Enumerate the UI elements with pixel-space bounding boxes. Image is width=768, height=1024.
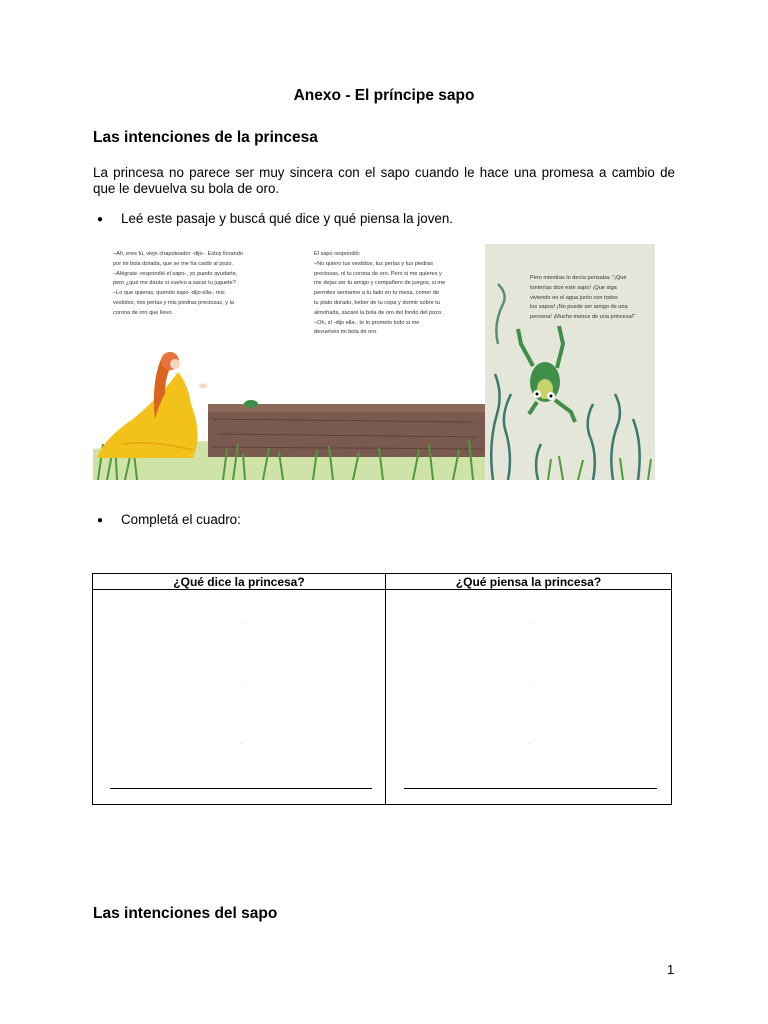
well-wall bbox=[208, 407, 485, 457]
bullet-icon: ● bbox=[97, 214, 104, 225]
page-number: 1 bbox=[667, 962, 675, 977]
story-illustration bbox=[93, 244, 655, 480]
princess-dress bbox=[97, 372, 198, 458]
answer-line-says[interactable] bbox=[110, 788, 372, 789]
bullet-item-complete bbox=[97, 512, 241, 529]
princess-face bbox=[170, 359, 180, 369]
table-header-thinks: ¿Qué piensa la princesa? bbox=[455, 575, 602, 589]
answer-line-thinks[interactable] bbox=[404, 788, 657, 789]
bullet-icon: ● bbox=[97, 515, 104, 526]
table-header-says: ¿Qué dice la princesa? bbox=[173, 575, 305, 589]
document-title: Anexo - El príncipe sapo bbox=[293, 87, 475, 104]
bullet-text: Leé este pasaje y buscá qué dice y qué piensa la joven. bbox=[121, 211, 454, 226]
answer-table bbox=[92, 573, 672, 805]
frog-on-wall bbox=[244, 400, 258, 408]
story-text-left: –Ah, eres tú, viejo chapoteador -dijo-. Estoy llorando por mi bola dorada, que se me ha caído al pozo. –Alégrate -respondió el sapo-, yo puedo ayudarte, pero ¿qué me darás si vuelvo a sacar tu juguete? –Lo que quieras, querido sapo -dijo ella-, mis vestidos, mis perlas y mis piedras preciosas, y la corona de oro que llevo. bbox=[113, 251, 243, 316]
intro-paragraph: La princesa no parece ser muy sincera con el sapo cuando le hace una promesa a cambio de que le devuelva su bola de oro. bbox=[93, 165, 675, 196]
table-column-divider bbox=[385, 574, 386, 804]
bullet-text: Completá el cuadro: bbox=[121, 512, 241, 527]
section-heading-frog: Las intenciones del sapo bbox=[93, 905, 278, 922]
bullet-item-read bbox=[97, 211, 453, 228]
story-text-right: Pero mientras lo decía pensaba: "¡Qué tonterías dice este sapo! ¡Que siga viviendo en el agua junto con todos los sapos! ¡No puede ser amigo de una persona! ¡Mucho menos de una princesa!" bbox=[530, 275, 636, 321]
table-header-line bbox=[93, 589, 671, 590]
section-heading-princess: Las intenciones de la princesa bbox=[93, 129, 318, 146]
story-text-middle: El sapo respondió: –No quiero tus vestidos, tus perlas y tus piedras preciosas, ni tu corona de oro. Pero si me quieres y me dejas ser tu amigo y compañero de juegos, si me permites sentarme a tu lado en tu mesa, comer de tu plato dorado, beber de tu copa y dormir sobre tu almohada, sacaré la bola de oro del fondo del pozo. –Oh, sí -dijo ella-, te lo prometo todo si me devuelves mi bola de oro. bbox=[314, 251, 446, 336]
